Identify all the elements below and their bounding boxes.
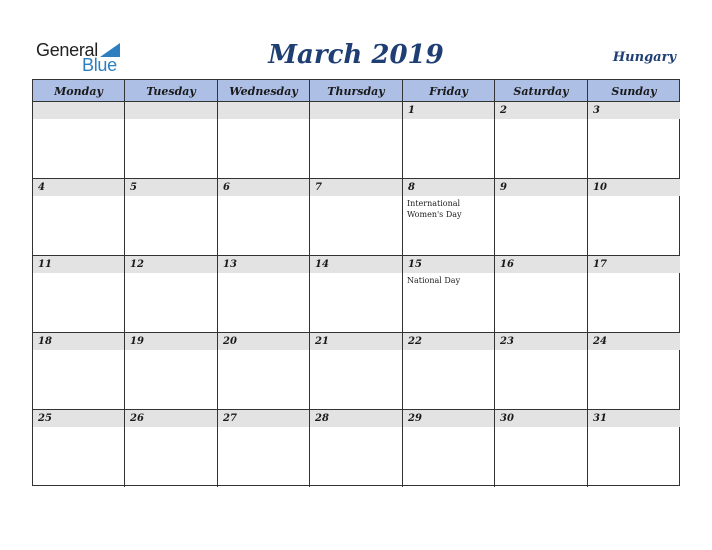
day-cell [125, 410, 218, 487]
day-number: 24 [593, 336, 607, 347]
holiday-event: International Women's Day [407, 199, 462, 219]
day-number: 3 [593, 105, 600, 116]
day-cell [495, 256, 588, 332]
weekday-header-friday: Friday [403, 80, 495, 101]
day-cell [125, 256, 218, 332]
day-number: 11 [38, 259, 52, 270]
day-cell [310, 179, 403, 255]
day-number: 16 [500, 259, 514, 270]
day-number-strip [588, 102, 680, 119]
day-number-strip [310, 102, 402, 119]
day-number: 31 [593, 413, 607, 424]
weekday-header-sunday: Sunday [611, 85, 657, 98]
day-cell [588, 179, 680, 255]
day-number: 9 [500, 182, 507, 193]
day-number: 19 [130, 336, 144, 347]
day-cell [33, 102, 125, 178]
day-cell [33, 333, 125, 409]
day-number: 8 [408, 182, 415, 193]
day-number: 28 [315, 413, 329, 424]
day-cell [588, 102, 680, 178]
day-cell [125, 333, 218, 409]
weekday-header-saturday: Saturday [495, 80, 588, 101]
day-cell [33, 179, 125, 255]
day-cell [495, 410, 588, 487]
page-title: March 2019 [268, 40, 444, 70]
weekday-header-monday: Monday [33, 80, 125, 101]
day-number: 27 [223, 413, 237, 424]
weekday-header-row [33, 80, 679, 102]
day-number-strip [310, 179, 402, 196]
day-cell [403, 256, 495, 332]
day-number-strip [218, 179, 309, 196]
day-cell [218, 410, 310, 487]
day-cell [33, 410, 125, 487]
week-row [33, 179, 679, 256]
weekday-header-wednesday: Wednesday [218, 80, 310, 101]
day-number: 17 [593, 259, 607, 270]
day-number-strip [495, 179, 587, 196]
day-number: 23 [500, 336, 514, 347]
day-number: 25 [38, 413, 52, 424]
day-cell [403, 333, 495, 409]
day-number: 14 [315, 259, 329, 270]
day-number-strip [33, 102, 124, 119]
day-number: 4 [38, 182, 45, 193]
day-cell [310, 256, 403, 332]
calendar-grid [32, 79, 680, 486]
day-number: 5 [130, 182, 137, 193]
day-number: 20 [223, 336, 237, 347]
day-number: 15 [408, 259, 422, 270]
day-cell [403, 102, 495, 178]
day-cell [310, 410, 403, 487]
day-number: 30 [500, 413, 514, 424]
weekday-header-tuesday: Tuesday [125, 80, 218, 101]
day-number: 22 [408, 336, 422, 347]
day-number: 6 [223, 182, 230, 193]
day-cell [403, 179, 495, 255]
day-cell [588, 333, 680, 409]
holiday-event: National Day [407, 276, 461, 285]
day-cell [495, 333, 588, 409]
day-number: 13 [223, 259, 237, 270]
day-cell [588, 410, 680, 487]
day-cell [310, 102, 403, 178]
day-number: 18 [38, 336, 52, 347]
day-cell [310, 333, 403, 409]
day-cell [218, 102, 310, 178]
day-number: 1 [408, 105, 415, 116]
week-row [33, 256, 679, 333]
day-cell [125, 102, 218, 178]
day-number-strip [495, 102, 587, 119]
week-row [33, 333, 679, 410]
day-number-strip [403, 179, 494, 196]
day-cell [495, 179, 588, 255]
day-number: 21 [315, 336, 329, 347]
day-number: 29 [408, 413, 422, 424]
day-number-strip [125, 179, 217, 196]
weekday-header-thursday: Thursday [310, 80, 403, 101]
day-cell [588, 256, 680, 332]
day-number-strip [403, 102, 494, 119]
day-cell [125, 179, 218, 255]
day-number: 12 [130, 259, 144, 270]
day-number: 10 [593, 182, 607, 193]
day-number-strip [33, 179, 124, 196]
day-cell [495, 102, 588, 178]
day-cell [218, 179, 310, 255]
day-number-strip [218, 102, 309, 119]
day-number: 2 [500, 105, 507, 116]
week-row [33, 102, 679, 179]
logo-blue-text: Blue [82, 55, 117, 75]
week-row [33, 410, 679, 487]
day-number: 26 [130, 413, 144, 424]
day-number-strip [125, 102, 217, 119]
day-number: 7 [315, 182, 322, 193]
day-cell [218, 333, 310, 409]
day-cell [218, 256, 310, 332]
day-cell [33, 256, 125, 332]
country-label: Hungary [612, 50, 676, 65]
day-cell [403, 410, 495, 487]
logo-general-text: General [36, 40, 98, 60]
